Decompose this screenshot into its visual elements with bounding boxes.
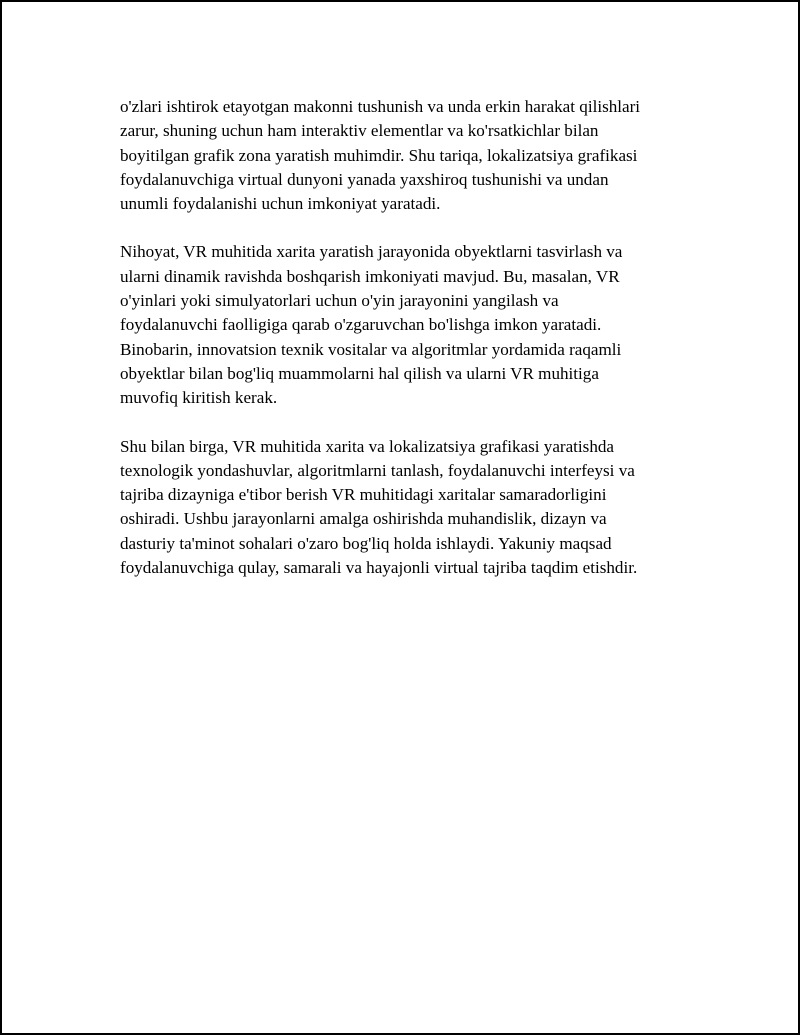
text-line: foydalanuvchiga virtual dunyoni yanada yaxshiroq tushunishi va undan: [120, 169, 609, 189]
text-line: Binobarin, innovatsion texnik vositalar va algoritmlar yordamida raqamli: [120, 339, 622, 359]
document-body: [120, 95, 690, 604]
text-line: o'zlari ishtirok etayotgan makonni tushunish va unda erkin harakat qilishlari: [120, 97, 641, 116]
text-line: ularni dinamik ravishda boshqarish imkoniyati mavjud. Bu, masalan, VR: [120, 266, 620, 286]
text-line: tajriba dizayniga e'tibor berish VR muhitidagi xaritalar samaradorligini: [120, 485, 607, 505]
text-line: dasturiy ta'minot sohalari o'zaro bog'liq holda ishlaydi. Yakuniy maqsad: [120, 533, 612, 553]
text-line: foydalanuvchiga qulay, samarali va hayajonli virtual tajriba taqdim etishdir.: [120, 558, 638, 578]
text-line: oshiradi. Ushbu jarayonlarni amalga oshirishda muhandislik, dizayn va: [120, 509, 607, 529]
text-line: Shu bilan birga, VR muhitida xarita va lokalizatsiya grafikasi yaratishda: [120, 436, 615, 456]
paragraph-1: [120, 95, 690, 216]
text-line: boyitilgan grafik zona yaratish muhimdir. Shu tariqa, lokalizatsiya grafikasi: [120, 145, 638, 165]
text-line: unumli foydalanishi uchun imkoniyat yaratadi.: [120, 194, 441, 214]
text-line: Nihoyat, VR muhitida xarita yaratish jarayonida obyektlarni tasvirlash va: [120, 242, 623, 262]
text-line: zarur, shuning uchun ham interaktiv elementlar va ko'rsatkichlar bilan: [120, 121, 599, 141]
text-line: o'yinlari yoki simulyatorlari uchun o'yin jarayonini yangilash va: [120, 291, 559, 311]
text-line: texnologik yondashuvlar, algoritmlarni tanlash, foydalanuvchi interfeysi va: [120, 460, 635, 480]
text-line: muvofiq kiritish kerak.: [120, 388, 278, 408]
paragraph-3: [120, 435, 690, 581]
text-line: obyektlar bilan bog'liq muammolarni hal qilish va ularni VR muhitiga: [120, 363, 599, 383]
text-line: foydalanuvchi faolligiga qarab o'zgaruvchan bo'lishga imkon yaratadi.: [120, 315, 602, 335]
paragraph-2: [120, 240, 690, 410]
